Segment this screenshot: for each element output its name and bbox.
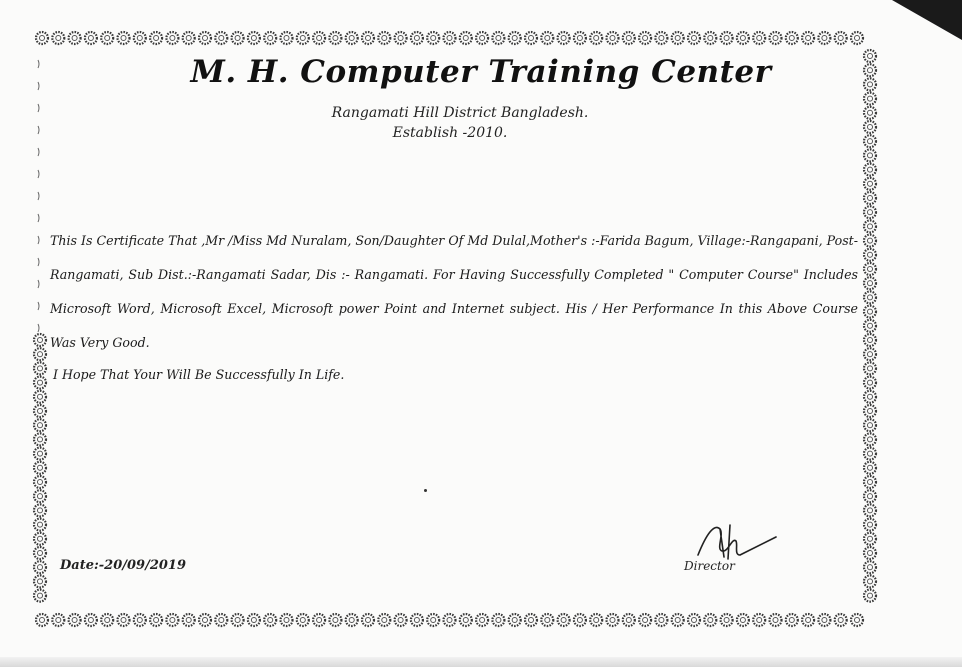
gear-ring-icon: [558, 614, 570, 626]
border-faint-mark: [38, 148, 39, 156]
border-faint-mark: [38, 302, 39, 310]
gear-ring-icon: [655, 614, 667, 626]
gear-ring-icon: [85, 32, 97, 44]
gear-ring-icon: [199, 614, 211, 626]
gear-ring-icon: [118, 614, 130, 626]
gear-ring-icon: [864, 377, 876, 389]
gear-ring-icon: [864, 405, 876, 417]
gear-ring-icon: [864, 419, 876, 431]
gear-ring-icon: [34, 433, 46, 445]
gear-ring-icon: [36, 614, 48, 626]
gear-ring-icon: [34, 490, 46, 502]
signature-icon: [680, 515, 790, 565]
border-faint-mark: [38, 258, 39, 266]
gear-ring-icon: [134, 614, 146, 626]
gear-ring-icon: [704, 32, 716, 44]
gear-ring-icon: [590, 32, 602, 44]
gear-ring-icon: [623, 614, 635, 626]
gear-ring-icon: [574, 614, 586, 626]
gear-ring-icon: [34, 334, 46, 346]
gear-ring-icon: [672, 614, 684, 626]
gear-ring-icon: [118, 32, 130, 44]
gear-ring-icon: [864, 362, 876, 374]
good-wish-line: I Hope That Your Will Be Successfully In Life.: [53, 367, 345, 382]
gear-ring-icon: [802, 614, 814, 626]
gear-ring-icon: [85, 614, 97, 626]
gear-ring-icon: [36, 32, 48, 44]
gear-ring-icon: [460, 614, 472, 626]
gear-ring-icon: [444, 614, 456, 626]
border-faint-mark: [38, 324, 39, 332]
gear-ring-icon: [864, 476, 876, 488]
gear-ring-icon: [864, 121, 876, 133]
gear-ring-icon: [541, 32, 553, 44]
gear-ring-icon: [525, 614, 537, 626]
gear-ring-icon: [864, 178, 876, 190]
gear-ring-icon: [688, 614, 700, 626]
gear-ring-icon: [688, 32, 700, 44]
gear-ring-icon: [427, 32, 439, 44]
gear-ring-icon: [574, 32, 586, 44]
gear-ring-icon: [34, 561, 46, 573]
gear-ring-icon: [525, 32, 537, 44]
gear-ring-icon: [34, 476, 46, 488]
gear-ring-icon: [281, 32, 293, 44]
border-faint-mark: [38, 126, 39, 134]
gear-ring-icon: [721, 614, 733, 626]
border-faint-mark: [38, 280, 39, 288]
gear-ring-icon: [52, 614, 64, 626]
gear-ring-icon: [623, 32, 635, 44]
gear-ring-icon: [786, 614, 798, 626]
gear-ring-icon: [166, 32, 178, 44]
gear-ring-icon: [166, 614, 178, 626]
gear-ring-icon: [509, 614, 521, 626]
gear-ring-icon: [476, 614, 488, 626]
gear-ring-icon: [864, 93, 876, 105]
gear-ring-icon: [655, 32, 667, 44]
gear-ring-icon: [802, 32, 814, 44]
border-faint-mark: [38, 214, 39, 222]
gear-ring-icon: [248, 32, 260, 44]
gear-ring-icon: [232, 32, 244, 44]
gear-ring-icon: [864, 533, 876, 545]
gear-ring-icon: [864, 490, 876, 502]
gear-ring-icon: [864, 249, 876, 261]
gear-ring-icon: [101, 614, 113, 626]
gear-ring-icon: [864, 334, 876, 346]
gear-ring-icon: [411, 32, 423, 44]
gear-ring-icon: [864, 263, 876, 275]
gear-ring-icon: [590, 614, 602, 626]
gear-ring-icon: [346, 614, 358, 626]
gear-ring-icon: [329, 32, 341, 44]
gear-ring-icon: [34, 519, 46, 531]
gear-ring-icon: [864, 433, 876, 445]
gear-ring-icon: [492, 32, 504, 44]
gear-ring-icon: [753, 32, 765, 44]
gear-ring-icon: [864, 220, 876, 232]
gear-ring-icon: [34, 419, 46, 431]
gear-ring-icon: [864, 519, 876, 531]
gear-ring-icon: [864, 462, 876, 474]
gear-ring-icon: [248, 614, 260, 626]
gear-ring-icon: [753, 614, 765, 626]
gear-ring-icon: [864, 306, 876, 318]
gear-ring-icon: [864, 277, 876, 289]
gear-ring-icon: [183, 614, 195, 626]
gear-ring-icon: [34, 590, 46, 602]
gear-ring-icon: [786, 32, 798, 44]
gear-ring-icon: [69, 32, 81, 44]
gear-ring-icon: [737, 32, 749, 44]
gear-ring-icon: [215, 614, 227, 626]
gear-ring-icon: [313, 614, 325, 626]
gear-ring-icon: [770, 32, 782, 44]
gear-ring-icon: [264, 32, 276, 44]
gear-ring-icon: [34, 533, 46, 545]
gear-ring-icon: [864, 149, 876, 161]
gear-ring-icon: [346, 32, 358, 44]
gear-ring-icon: [34, 362, 46, 374]
gear-ring-icon: [864, 391, 876, 403]
gear-ring-icon: [34, 462, 46, 474]
gear-ring-icon: [704, 614, 716, 626]
gear-ring-icon: [737, 614, 749, 626]
gear-ring-icon: [851, 614, 863, 626]
gear-ring-icon: [362, 614, 374, 626]
gear-ring-icon: [395, 614, 407, 626]
gear-ring-icon: [864, 561, 876, 573]
gear-ring-icon: [864, 235, 876, 247]
gear-ring-icon: [199, 32, 211, 44]
gear-ring-icon: [264, 614, 276, 626]
gear-ring-icon: [672, 32, 684, 44]
gear-ring-icon: [411, 614, 423, 626]
certificate-body: This Is Certificate That ,Mr /Miss Md Nuralam, Son/Daughter Of Md Dulal,Mother's :-Farida Bagum, Village:-Rangapani, Post-Rangamati, Sub Dist.:-Rangamati Sadar, Dis :- Rangamati. For Having Successfully Completed " Computer Course" Includes Microsoft Word, Microsoft Excel, Microsoft power Point and Internet subject. His / Her Performance In this Above Course Was Very Good.: [50, 233, 858, 350]
gear-ring-icon: [34, 391, 46, 403]
gear-ring-icon: [864, 320, 876, 332]
gear-ring-icon: [476, 32, 488, 44]
gear-ring-icon: [818, 32, 830, 44]
gear-ring-icon: [864, 107, 876, 119]
gear-ring-icon: [864, 348, 876, 360]
gear-ring-icon: [639, 32, 651, 44]
gear-ring-icon: [835, 614, 847, 626]
signature-block: [680, 515, 790, 585]
gear-ring-icon: [864, 575, 876, 587]
gear-ring-icon: [851, 32, 863, 44]
gear-ring-icon: [864, 291, 876, 303]
ink-speck: [424, 489, 427, 492]
institution-location: Rangamati Hill District Bangladesh.: [331, 105, 589, 121]
border-faint-mark: [38, 170, 39, 178]
gear-ring-icon: [607, 32, 619, 44]
gear-ring-icon: [558, 32, 570, 44]
established-year: Establish -2010.: [392, 125, 508, 141]
gear-ring-icon: [818, 614, 830, 626]
gear-ring-icon: [770, 614, 782, 626]
issue-date: Date:-20/09/2019: [60, 558, 187, 573]
gear-ring-icon: [607, 614, 619, 626]
gear-ring-icon: [150, 614, 162, 626]
gear-ring-icon: [34, 575, 46, 587]
gear-ring-icon: [492, 614, 504, 626]
gear-ring-icon: [232, 614, 244, 626]
gear-ring-icon: [395, 32, 407, 44]
gear-ring-icon: [215, 32, 227, 44]
gear-ring-icon: [34, 348, 46, 360]
gear-ring-icon: [313, 32, 325, 44]
certificate-title: M. H. Computer Training Center: [190, 54, 772, 90]
gear-ring-icon: [34, 377, 46, 389]
gear-ring-icon: [34, 504, 46, 516]
gear-ring-icon: [444, 32, 456, 44]
gear-ring-icon: [864, 448, 876, 460]
gear-ring-icon: [34, 547, 46, 559]
gear-ring-icon: [864, 164, 876, 176]
gear-ring-icon: [541, 614, 553, 626]
gear-ring-icon: [183, 32, 195, 44]
gear-ring-icon: [329, 614, 341, 626]
gear-ring-icon: [864, 192, 876, 204]
gear-ring-icon: [721, 32, 733, 44]
border-faint-mark: [38, 192, 39, 200]
gear-ring-icon: [52, 32, 64, 44]
gear-ring-icon: [427, 614, 439, 626]
gear-ring-icon: [101, 32, 113, 44]
gear-ring-icon: [864, 206, 876, 218]
gear-ring-icon: [281, 614, 293, 626]
gear-ring-icon: [460, 32, 472, 44]
gear-ring-icon: [639, 614, 651, 626]
gear-ring-icon: [150, 32, 162, 44]
gear-ring-icon: [34, 405, 46, 417]
border-faint-mark: [38, 104, 39, 112]
gear-ring-icon: [864, 590, 876, 602]
gear-ring-icon: [34, 448, 46, 460]
gear-ring-icon: [378, 32, 390, 44]
gear-ring-icon: [864, 547, 876, 559]
border-faint-mark: [38, 236, 39, 244]
gear-ring-icon: [378, 614, 390, 626]
gear-ring-icon: [69, 614, 81, 626]
signatory-title: Director: [684, 559, 735, 573]
gear-ring-icon: [835, 32, 847, 44]
gear-ring-icon: [509, 32, 521, 44]
gear-ring-icon: [134, 32, 146, 44]
gear-ring-icon: [864, 135, 876, 147]
gear-ring-icon: [362, 32, 374, 44]
gear-ring-icon: [297, 32, 309, 44]
gear-ring-icon: [297, 614, 309, 626]
gear-ring-icon: [864, 504, 876, 516]
